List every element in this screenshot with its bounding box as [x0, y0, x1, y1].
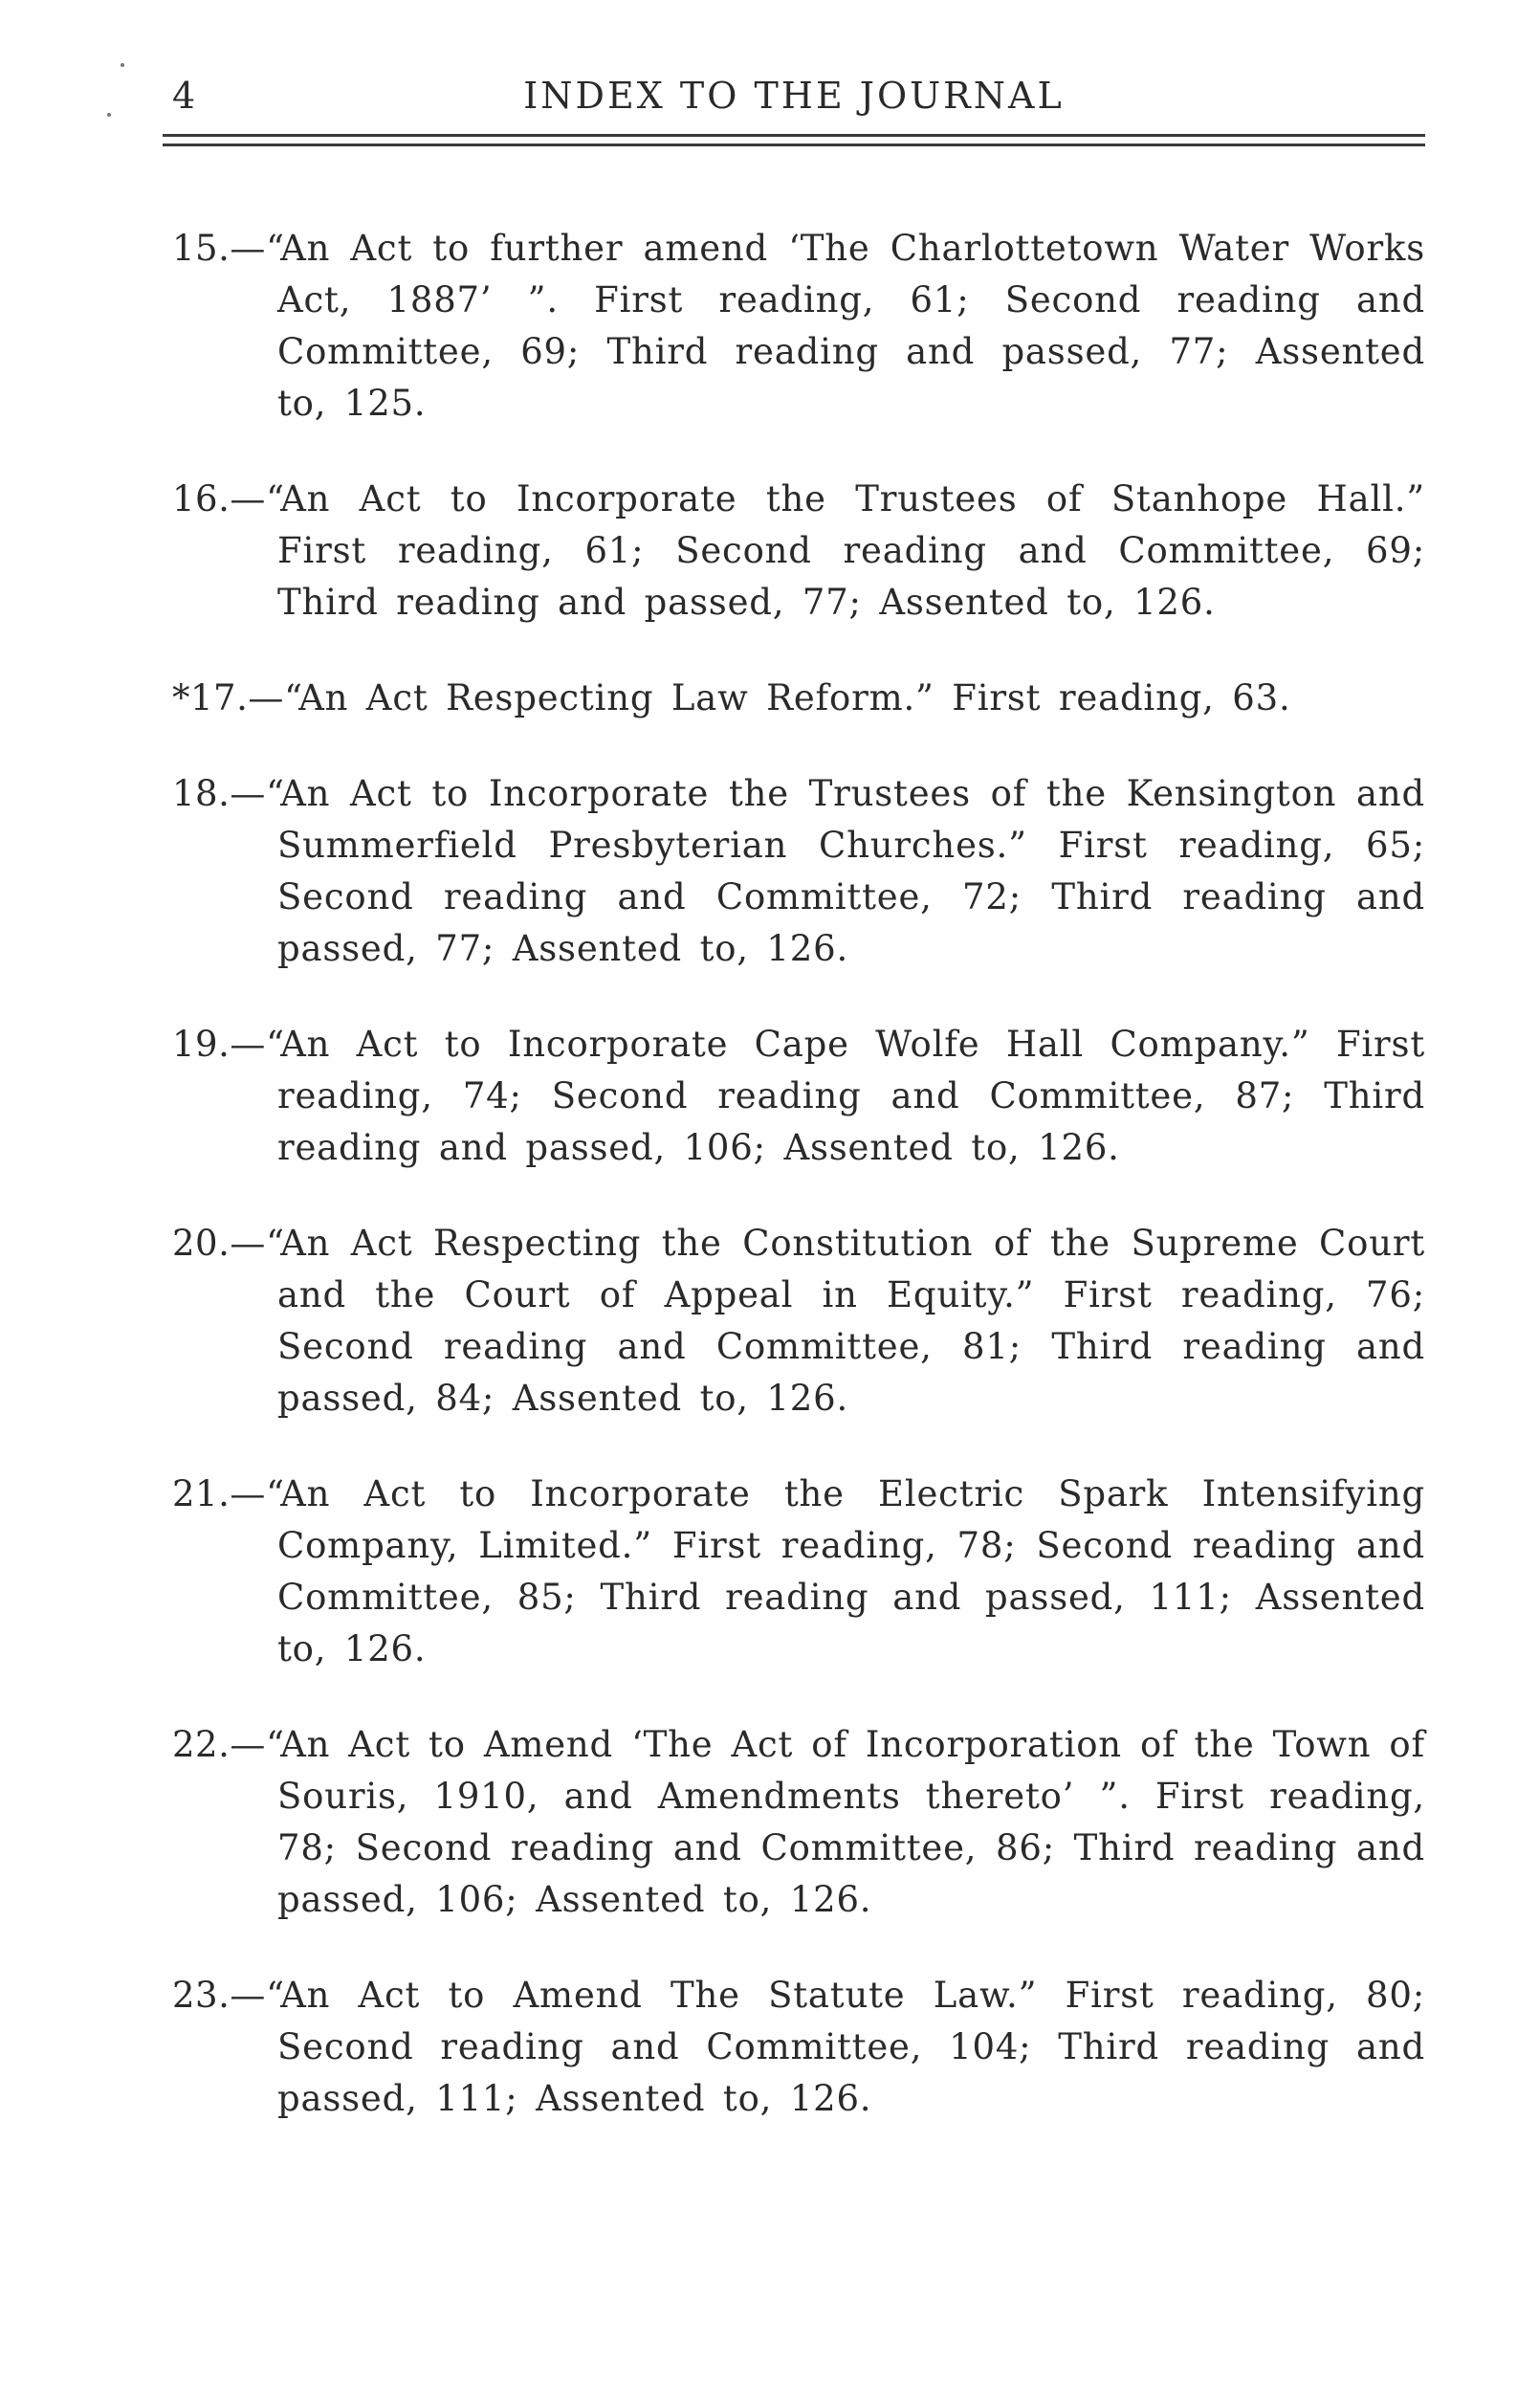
- header-rule-bottom: [163, 144, 1425, 146]
- margin-speck: [121, 63, 124, 67]
- bill-number: 21.: [172, 1473, 231, 1514]
- bill-entry: [163, 673, 1425, 724]
- bill-text: —“An Act Respecting Law Reform.” First reading, 63.: [248, 677, 1291, 718]
- bill-entry: [163, 1719, 1425, 1926]
- bill-text: —“An Act to Amend The Statute Law.” First reading, 80; Second reading and Committee, 104; Third reading and passed, 111; Assented to, 126.: [230, 1975, 1425, 2119]
- bill-number: 16.: [172, 478, 231, 519]
- bill-entry: [163, 1218, 1425, 1425]
- bill-text: —“An Act to Amend ‘The Act of Incorporation of the Town of Souris, 1910, and Amendments thereto’ ”. First reading, 78; Second reading and Committee, 86; Third reading and passed, 106; Assented to, 126.: [230, 1724, 1425, 1920]
- bill-entry: [163, 223, 1425, 430]
- bill-number: 19.: [172, 1024, 231, 1065]
- bill-number: 18.: [172, 773, 231, 814]
- bill-entry: [163, 474, 1425, 629]
- bill-text: —“An Act Respecting the Constitution of the Supreme Court and the Court of Appeal in Equity.” First reading, 76; Second reading and Committee, 81; Third reading and passed, 84; Assented to, 126.: [230, 1223, 1425, 1419]
- bill-entry: [163, 1970, 1425, 2125]
- bill-entry: [163, 768, 1425, 975]
- bill-number: 22.: [172, 1724, 231, 1765]
- page-number: 4: [172, 75, 197, 117]
- bill-number: 15.: [172, 228, 231, 269]
- page-header: [163, 69, 1425, 126]
- bill-entries-list: [163, 188, 1425, 2169]
- margin-speck: [107, 113, 111, 117]
- bill-entry: [163, 1469, 1425, 1675]
- bill-number: 23.: [172, 1975, 231, 2016]
- header-rule-top: [163, 134, 1425, 137]
- bill-entry: [163, 1019, 1425, 1174]
- bill-number: 20.: [172, 1223, 231, 1264]
- bill-text: —“An Act to further amend ‘The Charlottetown Water Works Act, 1887’ ”. First reading, 61; Second reading and Committee, 69; Third reading and passed, 77; Assented to, 125.: [230, 228, 1425, 424]
- bill-text: —“An Act to Incorporate the Electric Spark Intensifying Company, Limited.” First reading, 78; Second reading and Committee, 85; Third reading and passed, 111; Assented to, 126.: [230, 1473, 1425, 1669]
- bill-text: —“An Act to Incorporate Cape Wolfe Hall Company.” First reading, 74; Second reading and Committee, 87; Third reading and passed, 106; Assented to, 126.: [230, 1024, 1425, 1168]
- bill-number: *17.: [172, 677, 249, 718]
- bill-text: —“An Act to Incorporate the Trustees of the Kensington and Summerfield Presbyterian Churches.” First reading, 65; Second reading and Committee, 72; Third reading and passed, 77; Assented to, 126.: [230, 773, 1425, 969]
- running-title: INDEX TO THE JOURNAL: [523, 75, 1065, 117]
- bill-text: —“An Act to Incorporate the Trustees of Stanhope Hall.” First reading, 61; Second reading and Committee, 69; Third reading and passed, 77; Assented to, 126.: [230, 478, 1425, 623]
